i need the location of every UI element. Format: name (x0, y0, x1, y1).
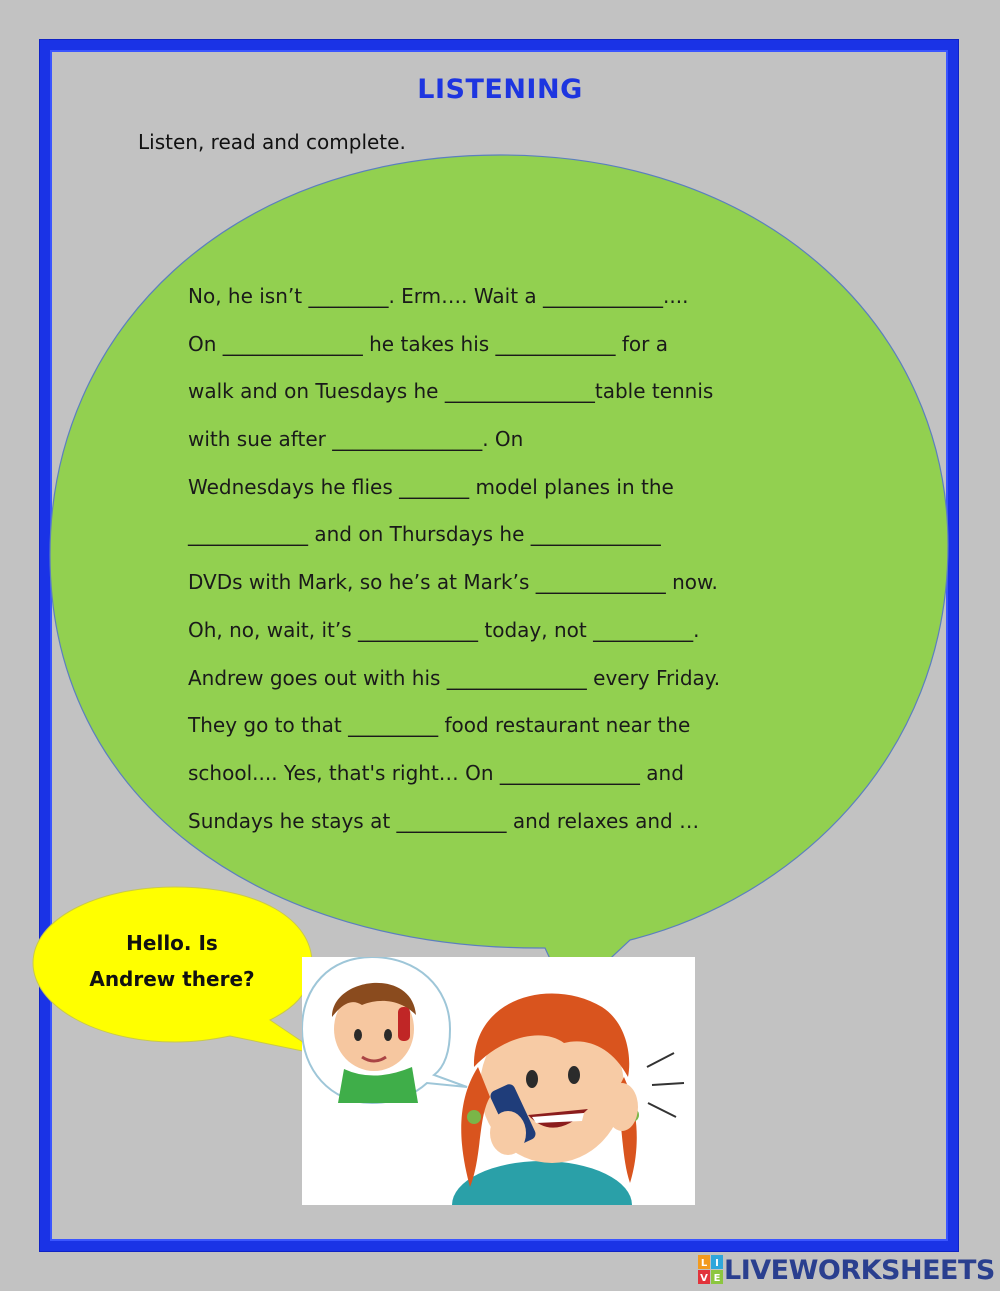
brand-name: LIVEWORKSHEETS (724, 1254, 995, 1286)
logo-letter: E (713, 1273, 721, 1284)
liveworksheets-logo-icon (698, 1255, 724, 1285)
passage-line[interactable]: school.... Yes, that's right… On ______________ and (188, 760, 684, 785)
passage-line[interactable]: Andrew goes out with his ______________ every Friday. (188, 665, 721, 690)
passage-line[interactable]: Wednesdays he flies _______ model planes in the (188, 474, 674, 499)
fill-in-passage (188, 277, 828, 849)
page-title: LISTENING (417, 74, 583, 105)
passage-line[interactable]: walk and on Tuesdays he _______________table tennis (188, 379, 714, 404)
greeting-line-2: Andrew there? (89, 967, 255, 991)
logo-letter: V (700, 1273, 708, 1284)
boy-on-phone-icon (302, 957, 467, 1103)
greeting-line-1: Hello. Is (126, 931, 218, 955)
girl-on-phone-icon (452, 994, 684, 1206)
greeting-text (82, 925, 262, 997)
passage-line[interactable]: DVDs with Mark, so he’s at Mark’s _____________ now. (188, 570, 718, 595)
liveworksheets-logo (698, 1252, 995, 1288)
passage-line[interactable]: They go to that _________ food restaurant near the (188, 713, 691, 738)
phone-call-illustration (302, 957, 695, 1205)
passage-line[interactable]: On ______________ he takes his ____________ for a (188, 331, 668, 356)
passage-line[interactable]: Oh, no, wait, it’s ____________ today, not __________. (188, 617, 700, 642)
logo-letter: L (700, 1258, 708, 1269)
passage-line[interactable]: ____________ and on Thursdays he _____________ (188, 522, 661, 547)
instructions-text: Listen, read and complete. (138, 130, 406, 154)
passage-line[interactable]: Sundays he stays at ___________ and relaxes and … (188, 808, 700, 833)
passage-line[interactable]: No, he isn’t ________. Erm…. Wait a ____________.... (188, 284, 689, 308)
logo-letter: I (715, 1258, 719, 1269)
passage-line[interactable]: with sue after _______________. On (188, 427, 524, 452)
